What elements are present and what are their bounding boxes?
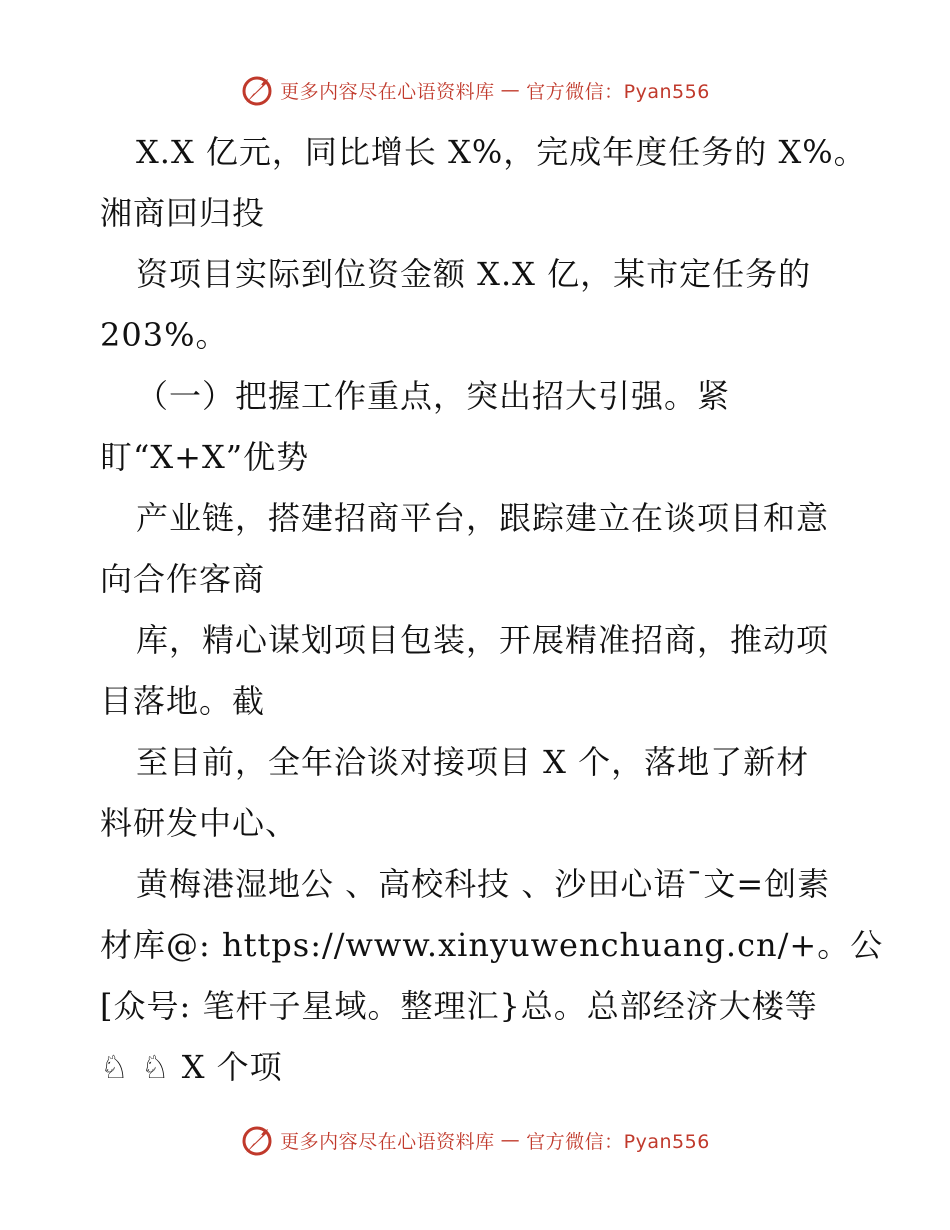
body-line: 203%。 (100, 316, 229, 354)
body-line: 材库@: https://www.xinyuwenchuang.cn/+。公 (100, 926, 884, 964)
feather-pen-logo-icon (240, 73, 274, 107)
page-footer (0, 1120, 950, 1160)
body-line: X.X 亿元，同比增长 X%，完成年度任务的 X%。 (136, 133, 867, 171)
body-line: 目落地。截 (100, 682, 266, 720)
body-line: 料研发中心、 (100, 804, 299, 842)
body-line: 向合作客商 (100, 560, 266, 598)
page-header (0, 70, 950, 110)
body-line: 黄梅港湿地公 、高校科技 、沙田心语¯文=创素 (136, 865, 831, 903)
header-banner-suffix: 官方微信：Pyan556 (526, 80, 710, 103)
footer-banner-suffix: 官方微信：Pyan556 (526, 1130, 710, 1153)
footer-banner-separator: — (500, 1129, 521, 1151)
section-heading-line: （一）把握工作重点，突出招大引强。紧 (136, 377, 731, 415)
body-line: 湘商回归投 (100, 194, 266, 232)
footer-banner (240, 1123, 710, 1157)
body-line: 资项目实际到位资金额 X.X 亿，某市定任务的 (136, 255, 812, 293)
body-line: [众号: 笔杆子星域。整理汇}总。总部经济大楼等 (100, 987, 818, 1025)
feather-pen-logo-icon (240, 1123, 274, 1157)
body-line: ♘ ♘ X 个项 (100, 1048, 283, 1086)
header-banner (240, 73, 710, 107)
body-line: 产业链，搭建招商平台，跟踪建立在谈项目和意 (136, 499, 830, 537)
header-banner-text: 更多内容尽在心语资料库 (280, 80, 495, 103)
header-banner-separator: — (500, 79, 521, 101)
body-line: 库，精心谋划项目包装，开展精准招商，推动项 (136, 621, 830, 659)
body-line: 至目前，全年洽谈对接项目 X 个，落地了新材 (136, 743, 810, 781)
body-line: 盯“X+X”优势 (100, 438, 310, 476)
footer-banner-text: 更多内容尽在心语资料库 (280, 1130, 495, 1153)
document-body (100, 122, 884, 1098)
